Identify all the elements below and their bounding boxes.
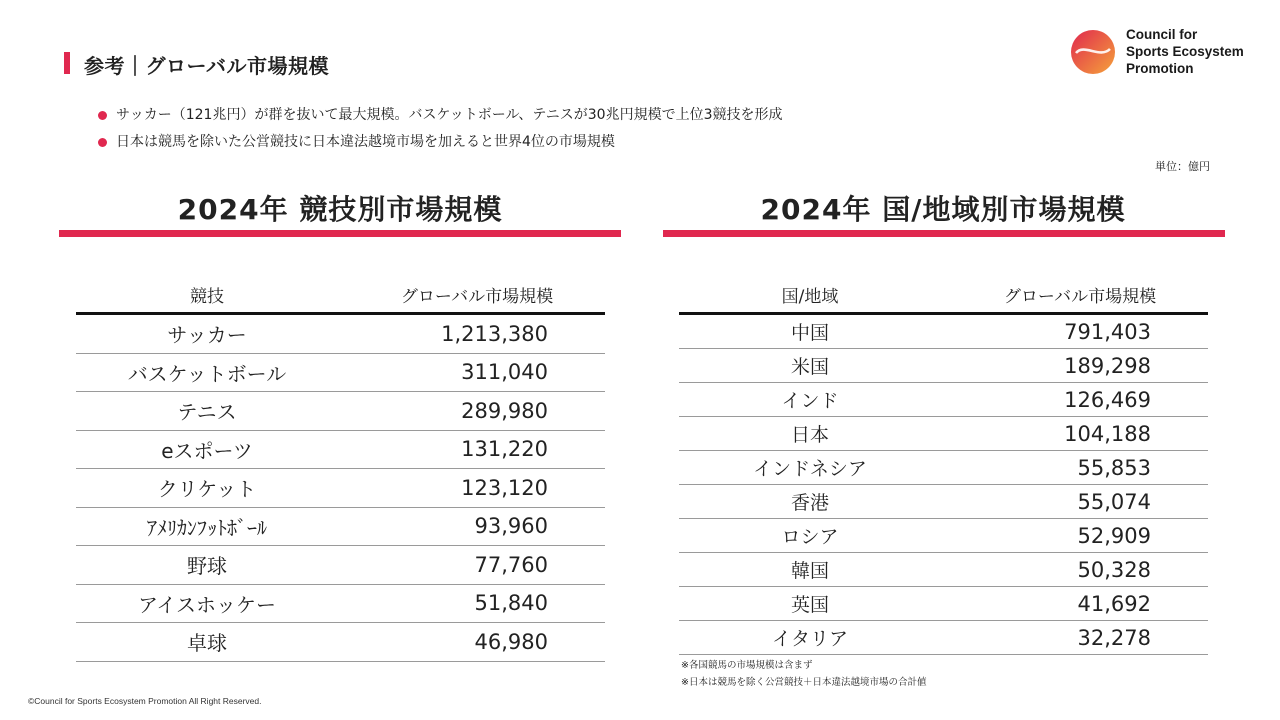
- cell-value: 41,692: [1077, 591, 1151, 616]
- footnotes: [681, 657, 926, 691]
- cell-label: バスケットボール: [127, 361, 287, 386]
- logo-mark-icon: [1070, 29, 1116, 75]
- header-market-size: グローバル市場規模: [400, 286, 554, 307]
- country-market-table: [679, 276, 1208, 655]
- logo: [1070, 26, 1244, 77]
- cell-value: 126,469: [1064, 387, 1151, 412]
- cell-label: 日本: [790, 424, 829, 446]
- sports-market-table: [76, 276, 605, 662]
- bullet-dot-icon: [98, 138, 107, 147]
- table-row: [76, 546, 605, 585]
- table-row: [679, 553, 1208, 587]
- table-row: [679, 417, 1208, 451]
- table-row: [679, 485, 1208, 519]
- cell-value: 55,853: [1077, 455, 1151, 480]
- cell-value: 77,760: [474, 552, 548, 577]
- bullet-text: サッカー（121兆円）が群を抜いて最大規模。バスケットボール、テニスが30兆円規模で上位3競技を形成: [116, 107, 783, 123]
- cell-label: eスポーツ: [161, 438, 253, 463]
- logo-line-2: Sports Ecosystem: [1126, 44, 1244, 59]
- cell-value: 131,220: [461, 437, 548, 462]
- cell-value: 289,980: [461, 398, 548, 423]
- cell-value: 104,188: [1064, 421, 1151, 446]
- cell-label: 香港: [790, 492, 829, 514]
- bullet-item: [98, 131, 783, 158]
- table-row: [679, 621, 1208, 655]
- cell-value: 791,403: [1064, 319, 1151, 344]
- cell-value: 55,074: [1077, 489, 1151, 514]
- logo-text: [1126, 26, 1244, 77]
- table-row: [679, 519, 1208, 553]
- cell-label: ロシア: [781, 526, 839, 548]
- cell-label: アイスホッケー: [138, 592, 276, 617]
- cell-label: イタリア: [771, 628, 848, 650]
- cell-label: 野球: [187, 554, 227, 579]
- cell-label: クリケット: [157, 477, 257, 502]
- table-row: [76, 469, 605, 508]
- right-section-rule: [663, 230, 1225, 237]
- cell-label: ｱﾒﾘｶﾝﾌｯﾄﾎﾞｰﾙ: [147, 515, 267, 540]
- cell-value: 311,040: [461, 360, 548, 385]
- table-row: [76, 315, 605, 354]
- cell-value: 189,298: [1064, 353, 1151, 378]
- cell-value: 1,213,380: [441, 321, 548, 346]
- cell-value: 32,278: [1077, 625, 1151, 650]
- cell-label: テニス: [177, 400, 237, 425]
- table-row: [76, 623, 605, 662]
- cell-value: 51,840: [474, 591, 548, 616]
- cell-label: 米国: [790, 356, 829, 378]
- unit-label: 単位：億円: [1155, 160, 1210, 173]
- table-row: [76, 431, 605, 470]
- bullet-item: [98, 104, 783, 131]
- table-row: [76, 392, 605, 431]
- cell-label: 中国: [790, 322, 829, 344]
- table-header: [76, 276, 605, 315]
- cell-label: 韓国: [790, 560, 829, 582]
- cell-label: サッカー: [167, 323, 247, 348]
- table-row: [679, 383, 1208, 417]
- table-row: [679, 349, 1208, 383]
- right-section-title: 2024年 国/地域別市場規模: [760, 193, 1126, 226]
- cell-value: 46,980: [474, 629, 548, 654]
- bullet-text: 日本は競馬を除いた公営競技に日本違法越境市場を加えると世界4位の市場規模: [116, 134, 615, 150]
- cell-label: 卓球: [187, 631, 227, 656]
- cell-label: インド: [781, 390, 839, 412]
- cell-value: 50,328: [1077, 557, 1151, 582]
- table-row: [76, 354, 605, 393]
- table-row: [679, 451, 1208, 485]
- table-header: [679, 276, 1208, 315]
- header-sport: 競技: [190, 286, 224, 307]
- table-row: [679, 587, 1208, 621]
- title-accent-bar: [64, 52, 70, 74]
- logo-line-1: Council for: [1126, 27, 1198, 42]
- cell-value: 93,960: [474, 514, 548, 539]
- bullet-dot-icon: [98, 111, 107, 120]
- table-row: [679, 315, 1208, 349]
- header-market-size: グローバル市場規模: [1003, 286, 1157, 307]
- table-row: [76, 508, 605, 547]
- table-row: [76, 585, 605, 624]
- left-section-title: 2024年 競技別市場規模: [177, 193, 503, 226]
- logo-line-3: Promotion: [1126, 61, 1194, 76]
- cell-label: インドネシア: [753, 458, 867, 480]
- cell-label: 英国: [790, 594, 829, 616]
- summary-bullets: [98, 104, 783, 158]
- footnote: ※各国競馬の市場規模は含まず: [681, 660, 813, 671]
- left-section-rule: [59, 230, 621, 237]
- copyright: ©Council for Sports Ecosystem Promotion All Right Reserved.: [28, 696, 262, 706]
- footnote: ※日本は競馬を除く公営競技＋日本違法越境市場の合計値: [681, 677, 927, 688]
- cell-value: 123,120: [461, 475, 548, 500]
- header-country: 国/地域: [781, 286, 839, 307]
- cell-value: 52,909: [1077, 523, 1151, 548]
- page-title: 参考｜グローバル市場規模: [84, 54, 329, 78]
